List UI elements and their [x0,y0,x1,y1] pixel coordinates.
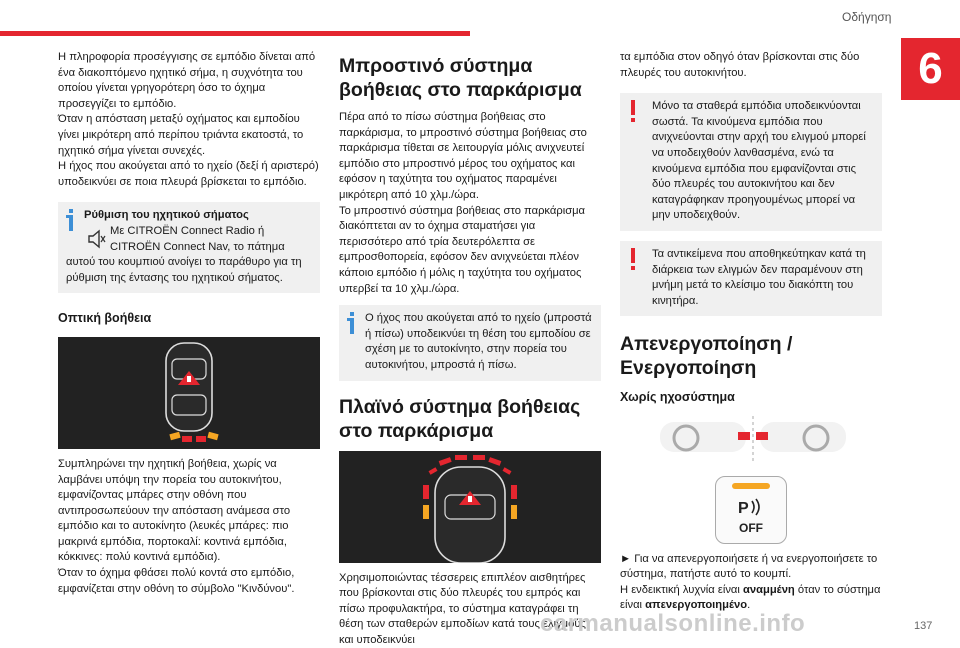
heading-front-parking-aid: Μπροστινό σύστημα βοήθειας στο παρκάρισμα [339,54,601,102]
note-text: Τα αντικείμενα που αποθηκεύτηκαν κατά τη διάρκεια των ελιγμών δεν παραμένουν στη μνήμη μετά το κλείσιμο του διακόπτη του κινητήρα. [652,247,874,309]
paragraph: Χρησιμοποιώντας τέσσερεις επιπλέον αισθητήρες που βρίσκονται στις δύο πλευρές του εμπρός και πίσω προφυλακτήρα, το σύστημα καταγράφει τη θέση των σταθερών εμποδίων κατά τους ελιγμούς και υποδεικνύει [339,571,601,648]
watermark: carmanualsonline.info [540,610,805,638]
text-fragment: όταν το σύστημα είναι [620,584,880,612]
paragraph: Όταν το όχημα φθάσει πολύ κοντά στο εμπόδιο, εμφανίζεται στην οθόνη το σύμβολο "Κινδύνου". [58,566,320,597]
park-assist-off-button[interactable] [715,476,787,544]
paragraph: Η πληροφορία προσέγγισης σε εμπόδιο δίνεται από ένα διακοπτόμενο ηχητικό σήμα, η συχνότητα του οποίου γίνεται γρηγορότερη όσο το όχημα προσεγγίζει το εμπόδιο. [58,50,320,112]
heading-visual-aid: Οπτική βοήθεια [58,311,320,327]
dashboard-location-image [620,416,882,464]
page-number: 137 [914,620,932,632]
bold-fragment: απενεργοποιημένο [645,599,747,611]
paragraph: Το μπροστινό σύστημα βοήθειας στο παρκάρισμα διακόπτεται αν το όχημα σταματήσει για περισσότερο από τρία δευτερόλεπτα σε εμπροσθοπορεία, εφόσον δεν ανιχνεύεται πλέον κάποιο εμπόδιο ή μόλις η ταχύτητα του οχήματος υπερβεί τα 10 χλμ./ώρα. [339,204,601,298]
note-text: αυτού του κουμπιού ανοίγει το παράθυρο για τη ρύθμιση της έντασης του ηχητικού σήματος. [66,255,312,286]
info-icon [64,209,78,231]
column-2 [339,50,601,648]
warning-note-moving-obstacles [620,93,882,231]
instruction-text: Για να απενεργοποιήσετε ή να ενεργοποιήσετε το σύστημα, πατήστε αυτό το κουμπί. [620,553,877,581]
warning-icon [626,100,640,122]
arrow-bullet: ► [620,553,631,565]
paragraph: Πέρα από το πίσω σύστημα βοήθειας στο παρκάρισμα, το μπροστινό σύστημα βοήθειας στο παρκάρισμα τίθεται σε λειτουργία μόλις ανιχνευτεί εμπόδιο στο μπροστινό μέρος του οχήματος και εφόσον η ταχύτητα του οχήματος παραμένει μικρότερη από 10 χλμ./ώρα. [339,110,601,204]
info-icon [345,312,359,334]
car-top-view-image [58,337,320,449]
paragraph: Όταν η απόσταση μεταξύ οχήματος και εμποδίου γίνει μικρότερη από περίπου τριάντα εκατοστά, το ηχητικό σήμα γίνεται συνεχές. [58,112,320,159]
info-note-front-rear [339,305,601,380]
note-text: Ο ήχος που ακούγεται από το ηχείο (μπροστά ή πίσω) υποδεικνύει τη θέση του εμποδίου σε σχέση με το αυτοκίνητο, στην πορεία του αυτοκινήτου, μπροστά ή πίσω. [365,311,593,373]
instruction [620,552,882,583]
subheading-no-audio: Χωρίς ηχοσύστημα [620,390,882,406]
indicator-light [732,483,770,489]
svg-text:P: P [738,500,749,517]
visual-aid-illustration [58,337,320,449]
off-label: OFF [716,521,786,537]
car-front-view-image [339,451,601,563]
warning-icon [626,248,640,270]
note-text: Μόνο τα σταθερά εμπόδια υποδεικνύονται σωστά. Τα κινούμενα εμπόδια που ανιχνεύονται στην αρχή του ελιγμού μπορεί να υποδειχθούν λανθασμένα, ενώ τα κινούμενα εμπόδια που εμφανίζονται στις δύο πλευρές του αυτοκινήτου και δεν καταγράφηκαν προηγουμένως μπορεί να μην υποδειχθούν. [652,99,874,224]
heading-deactivation: Απενεργοποίηση / Ενεργοποίηση [620,332,882,380]
note-text: Με CITROËN Connect Radio ή CITROËN Connect Nav, το πάτημα [110,224,312,255]
paragraph: τα εμπόδια στον οδηγό όταν βρίσκονται στις δύο πλευρές του αυτοκινήτου. [620,50,882,81]
column-1 [58,50,320,597]
bold-fragment: αναμμένη [743,584,795,596]
section-title: Οδήγηση [842,10,891,24]
text-fragment: Η ενδεικτική λυχνία είναι [620,584,743,596]
park-assist-button-illustration [620,476,882,544]
speaker-icon [82,228,110,250]
chapter-tab: 6 [901,38,960,100]
column-3 [620,50,882,614]
paragraph: Συμπληρώνει την ηχητική βοήθεια, χωρίς να λαμβάνει υπόψη την πορεία του αυτοκινήτου, εμφανίζοντας μπάρες στην οθόνη που αντιπροσωπεύουν την απόσταση ανάμεσα στο εμπόδιο και το αυτοκίνητο (λευκές μπάρες: πιο μακρινά εμπόδια, πορτοκαλί: κοντινά εμπόδια, κόκκινες: πολύ κοντινά εμπόδια). [58,457,320,566]
text-fragment: . [747,599,750,611]
side-aid-illustration [339,451,601,563]
paragraph: Η ήχος που ακούγεται από το ηχείο (δεξί ή αριστερό) υποδεικνύει σε ποια πλευρά βρίσκεται το εμπόδιο. [58,159,320,190]
note-title: Ρύθμιση του ηχητικού σήματος [84,208,312,224]
heading-side-parking-aid: Πλαϊνό σύστημα βοήθειας στο παρκάρισμα [339,395,601,443]
info-note-sound-setting [58,202,320,293]
warning-note-memory [620,241,882,316]
top-accent-bar [0,31,470,36]
